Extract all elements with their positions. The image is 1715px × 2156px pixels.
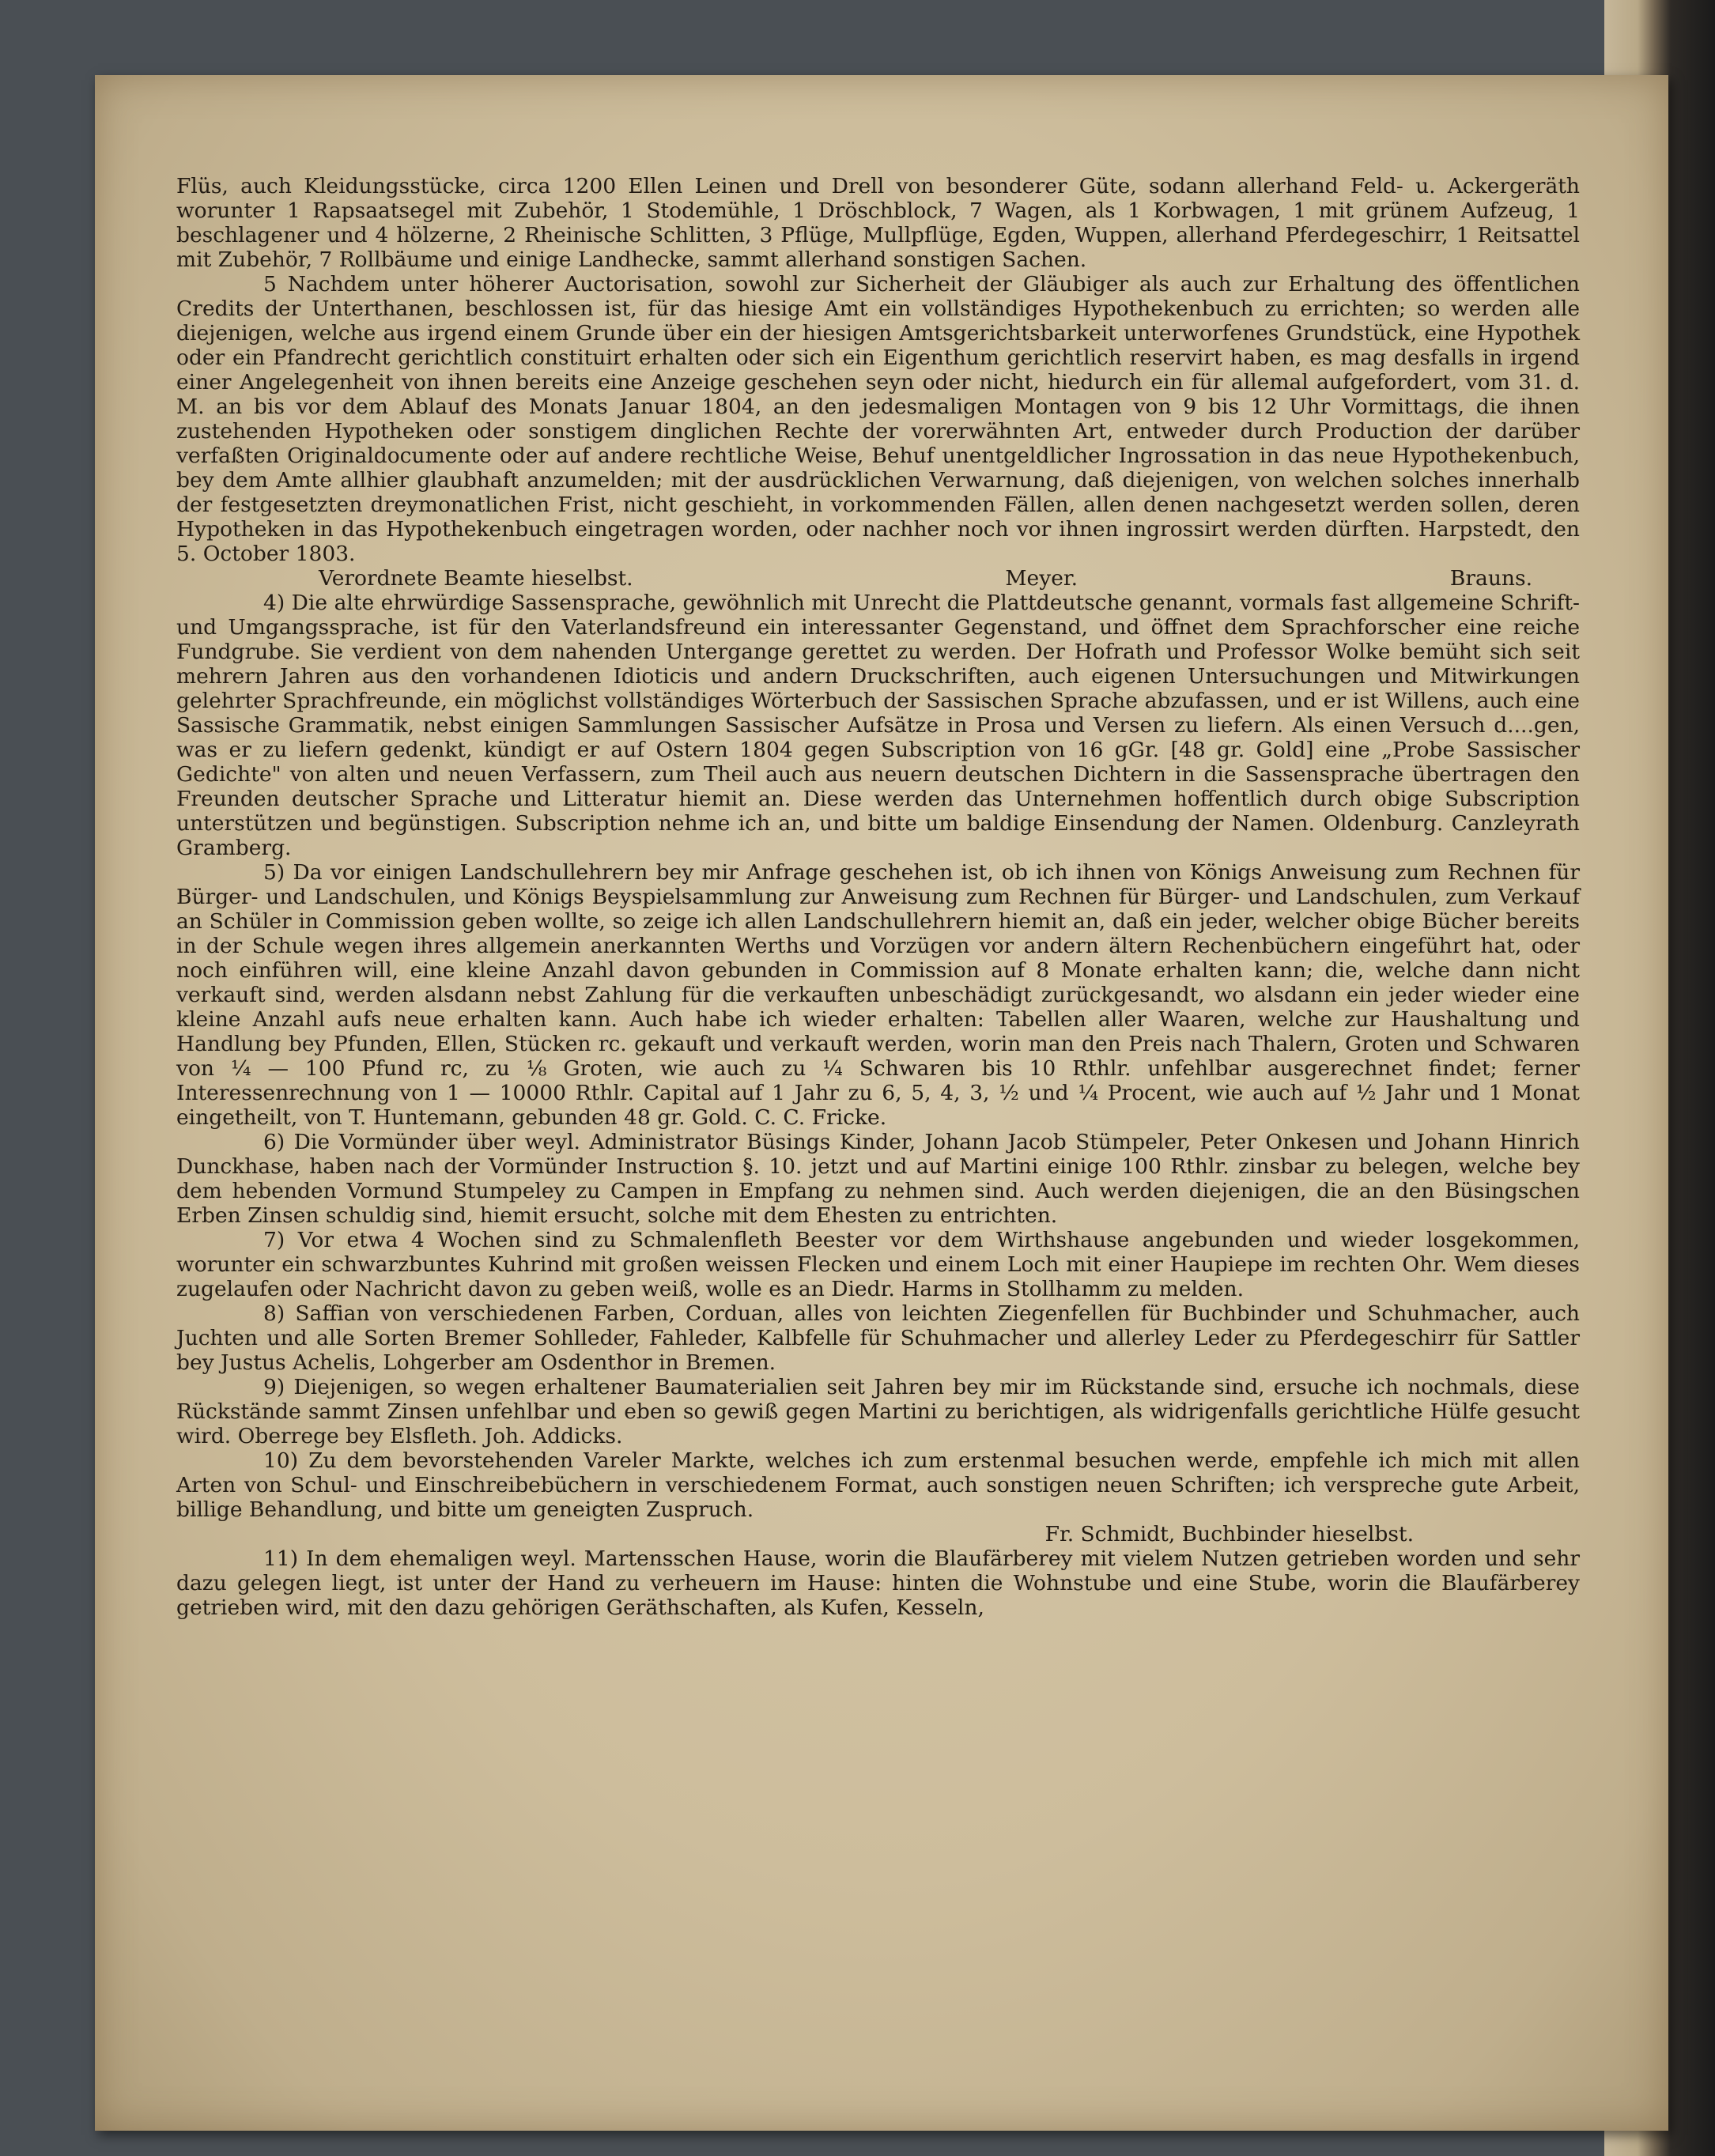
paragraph-4-sassensprache: 4) Die alte ehrwürdige Sassensprache, gewöhnlich mit Unrecht die Plattdeutsche genannt, vormals fast allgemeine Schrift- und Umgangssprache, ist für den Vaterlandsfreund ein interessanter Gegenstand, und öffnet dem Sprachforscher eine reiche Fundgrube. Sie verdient von dem nahenden Untergange gerettet zu werden. Der Hofrath und Professor Wolke bemüht sich seit mehrern Jahren aus den vorhandenen Idioticis und andern Druckschriften, auch eigenen Untersuchungen und Mitwirkungen gelehrter Sprachfreunde, ein möglichst vollständiges Wörterbuch der Sassischen Sprache abzufassen, und er ist Willens, auch eine Sassische Grammatik, nebst einigen Sammlungen Sassischer Aufsätze in Prosa und Versen zu liefern. Als einen Versuch d....gen, was er zu liefern gedenkt, kündigt er auf Ostern 1804 gegen Subscription von 16 gGr. [48 gr. Gold] eine „Probe Sassischer Gedichte" von alten und neuen Verfassern, zum Theil auch aus neuern deutschen Dichtern in die Sassensprache übertragen den Freunden deutscher Sprache und Litteratur hiemit an. Diese werden das Unternehmen hoffentlich durch obige Subscription unterstützen und begünstigen. Subscription nehme ich an, und bitte um baldige Einsendung der Namen. Oldenburg. Canzleyrath Gramberg. (176, 591, 1580, 860)
paragraph-9-baumaterialien: 9) Diejenigen, so wegen erhaltener Baumaterialien seit Jahren bey mir im Rückstande sind, ersuche ich nochmals, diese Rückstände sammt Zinsen unfehlbar und eben so gewiß gegen Martini zu berichtigen, als widrigenfalls gerichtliche Hülfe gesucht wird. Oberrege bey Elsfleth. Joh. Addicks. (176, 1375, 1580, 1448)
signature-line-schmidt (176, 1522, 1580, 1546)
paragraph-10-vareler-markt: 10) Zu dem bevorstehenden Vareler Markte, welches ich zum erstenmal besuchen werde, empfehle ich mich mit allen Arten von Schul- und Einschreibebüchern in verschiedenem Format, auch sonstigen neuen Schriften; ich verspreche gute Arbeit, billige Behandlung, und bitte um geneigten Zuspruch. (176, 1448, 1580, 1522)
paragraph-8-saffian: 8) Saffian von verschiedenen Farben, Corduan, alles von leichten Ziegenfellen für Buchbinder und Schuhmacher, auch Juchten und alle Sorten Bremer Sohlleder, Fahleder, Kalbfelle für Schuhmacher und allerley Leder zu Pferdegeschirr für Sattler bey Justus Achelis, Lohgerber am Osdenthor in Bremen. (176, 1301, 1580, 1375)
signature-office: Verordnete Beamte hieselbst. (319, 566, 633, 591)
paragraph-11-blaufaerberey: 11) In dem ehemaligen weyl. Martensschen Hause, worin die Blaufärberey mit vielem Nutzen getrieben worden und sehr dazu gelegen liegt, ist unter der Hand zu verheuern im Hause: hinten die Wohnstube und eine Stube, worin die Blaufärberey getrieben wird, mit den dazu gehörigen Geräthschaften, als Kufen, Kesseln, (176, 1546, 1580, 1620)
signature-name-meyer: Meyer. (1005, 566, 1078, 591)
paragraph-5-hypothekenbuch: 5 Nachdem unter höherer Auctorisation, sowohl zur Sicherheit der Gläubiger als auch zur Erhaltung des öffentlichen Credits der Unterthanen, beschlossen ist, für das hiesige Amt ein vollständiges Hypothekenbuch zu errichten; so werden alle diejenigen, welche aus irgend einem Grunde über ein der hiesigen Amtsgerichtsbarkeit unterworfenes Grundstück, eine Hypothek oder ein Pfandrecht gerichtlich constituirt erhalten oder sich ein Eigenthum gerichtlich reservirt haben, es mag desfalls in irgend einer Angelegenheit von ihnen bereits eine Anzeige geschehen seyn oder nicht, hiedurch ein für allemal aufgefordert, vom 31. d. M. an bis vor dem Ablauf des Monats Januar 1804, an den jedesmaligen Montagen von 9 bis 12 Uhr Vormittags, die ihnen zustehenden Hypotheken oder sonstigem dinglichen Rechte der vorerwähnten Art, entweder durch Production der darüber verfaßten Originaldocumente oder auf andere rechtliche Weise, Behuf unentgeldlicher Ingrossation in das neue Hypothekenbuch, bey dem Amte allhier glaubhaft anzumelden; mit der ausdrücklichen Verwarnung, daß diejenigen, von welchen solches innerhalb der festgesetzten dreymonatlichen Frist, nicht geschieht, in vorkommenden Fällen, allen denen nachgesetzt werden sollen, deren Hypotheken in das Hypothekenbuch eingetragen worden, oder nachher noch vor ihnen ingrossirt werden dürften. Harpstedt, den 5. October 1803. (176, 272, 1580, 566)
page-text-body (176, 174, 1580, 1620)
paragraph-continued-auction-list: Flüs, auch Kleidungsstücke, circa 1200 Ellen Leinen und Drell von besonderer Güte, sodann allerhand Feld- u. Ackergeräth worunter 1 Rapsaatsegel mit Zubehör, 1 Stodemühle, 1 Dröschblock, 7 Wagen, als 1 Korbwagen, 1 mit grünem Aufzeug, 1 beschlagener und 4 hölzerne, 2 Rheinische Schlitten, 3 Pflüge, Mullpflüge, Egden, Wuppen, allerhand Pferdegeschirr, 1 Reitsattel mit Zubehör, 7 Rollbäume und einige Landhecke, sammt allerhand sonstigen Sachen. (176, 174, 1580, 272)
paragraph-5-rechenbuecher: 5) Da vor einigen Landschullehrern bey mir Anfrage geschehen ist, ob ich ihnen von Königs Anweisung zum Rechnen für Bürger- und Landschulen, und Königs Beyspielsammlung zur Anweisung zum Rechnen für Bürger- und Landschulen, zum Verkauf an Schüler in Commission geben wollte, so zeige ich allen Landschullehrern hiemit an, daß ein jeder, welcher obige Bücher bereits in der Schule wegen ihres allgemein anerkannten Werths und Vorzügen vor andern ältern Rechenbüchern eingeführt hat, oder noch einführen will, eine kleine Anzahl davon gebunden in Commission auf 8 Monate erhalten kann; die, welche dann nicht verkauft sind, werden alsdann nebst Zahlung für die verkauften unbeschädigt zurückgesandt, wo alsdann ein jeder wieder eine kleine Anzahl aufs neue erhalten kann. Auch habe ich wieder erhalten: Tabellen aller Waaren, welche zur Haushaltung und Handlung bey Pfunden, Ellen, Stücken rc. gekauft und verkauft werden, worin man den Preis nach Thalern, Groten und Schwaren von ¼ — 100 Pfund rc, zu ⅛ Groten, wie auch zu ¼ Schwaren bis 10 Rthlr. unfehlbar ausgerechnet findet; ferner Interessenrechnung von 1 — 10000 Rthlr. Capital auf 1 Jahr zu 6, 5, 4, 3, ½ und ¼ Procent, wie auch auf ½ Jahr und 1 Monat eingetheilt, von T. Huntemann, gebunden 48 gr. Gold. C. C. Fricke. (176, 860, 1580, 1130)
paragraph-7-kuhrind: 7) Vor etwa 4 Wochen sind zu Schmalenfleth Beester vor dem Wirthshause angebunden und wieder losgekommen, worunter ein schwarzbuntes Kuhrind mit großen weissen Flecken und einem Loch mit einer Haupiepe im rechten Ohr. Wem dieses zugelaufen oder Nachricht davon zu geben weiß, wolle es an Diedr. Harms in Stollhamm zu melden. (176, 1228, 1580, 1301)
signature-name-brauns: Brauns. (1449, 566, 1532, 591)
signature-line-harpstedt (176, 566, 1580, 591)
paragraph-6-vormuender: 6) Die Vormünder über weyl. Administrator Büsings Kinder, Johann Jacob Stümpeler, Peter Onkesen und Johann Hinrich Dunckhase, haben nach der Vormünder Instruction §. 10. jetzt und auf Martini einige 100 Rthlr. zinsbar zu belegen, welche bey dem hebenden Vormund Stumpeley zu Campen in Empfang zu nehmen sind. Auch werden diejenigen, die an den Büsingschen Erben Zinsen schuldig sind, hiemit ersucht, solche mit dem Ehesten zu entrichten. (176, 1130, 1580, 1228)
signature-schmidt: Fr. Schmidt, Buchbinder hieselbst. (1044, 1522, 1414, 1546)
